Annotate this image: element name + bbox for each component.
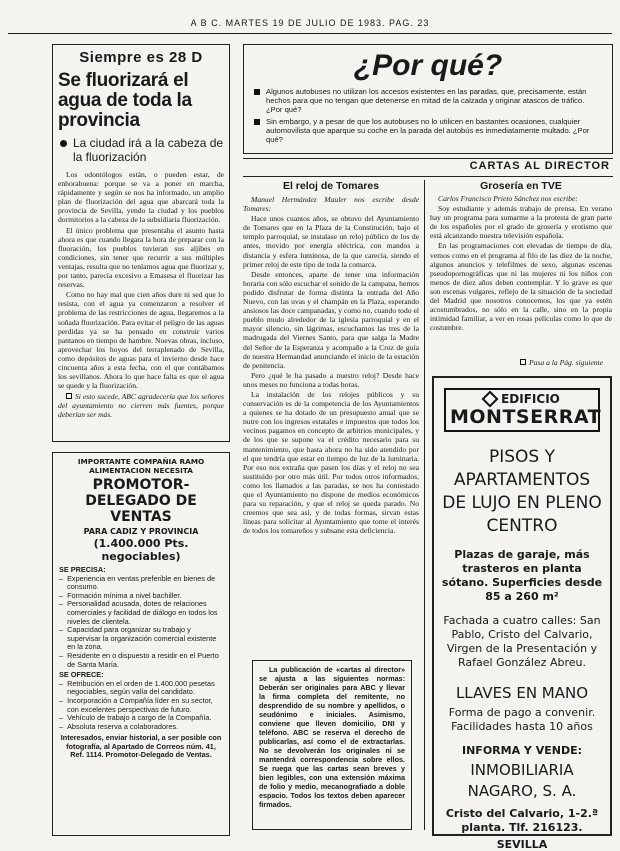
list-item: – Incorporación a Compañía líder en su sector, con excelentes perspectivas de futuro.: [59, 695, 213, 714]
montserrat-logo: [444, 388, 600, 432]
reloj-paragraph: Pero ¿qué le ha pasado a nuestro reloj? Desde hace unos meses no funciona a todas horas.: [243, 370, 419, 389]
bullet-square-icon: [254, 89, 260, 95]
ad-company: IMPORTANTE COMPAÑIA RAMO ALIMENTACION NECESITA: [77, 457, 205, 475]
header-rule: [8, 33, 612, 34]
reloj-byline: Manuel Hermández Mauler nos escribe desde Tomares:: [243, 195, 419, 214]
groseria-paragraph: Soy estudiante y además trabajo de prensa. En verano hay un programa para sumarme a la protesta de gran parte de los españoles por el grado de grosería y erotismo que está alcanzando nuestra televisión española.: [430, 204, 612, 241]
fluor-subhead: [58, 136, 224, 164]
ad-requirements: [59, 566, 223, 760]
montserrat-agency: INMOBILIARIA NAGARO, S. A.: [467, 761, 577, 800]
montserrat-ad: [432, 376, 612, 851]
page-header: A B C. MARTES 19 DE JULIO DE 1983. PAG. 23: [190, 18, 430, 28]
list-item: – Capacidad para organizar su trabajo y supervisar la organización comercial existente en la zona.: [59, 625, 217, 652]
groseria-body: [430, 204, 612, 332]
montserrat-features: Plazas de garaje, más trasteros en planta sótano. Superficies desde 85 a 260 m²: [441, 548, 603, 603]
por-que-title: ¿Por qué?: [353, 49, 503, 82]
montserrat-address: Cristo del Calvario, 1-2.ª planta. Tlf. 216123.: [445, 807, 599, 834]
por-que-item: [254, 87, 602, 114]
groseria-byline: Carlos Francisco Prieto Sánchez nos escribe:: [438, 194, 578, 203]
fluor-article: [52, 44, 230, 442]
list-item: – Residente en o dispuesto a residir en el Puerto de Santa María.: [59, 650, 219, 669]
bullet-square-icon: [254, 119, 260, 125]
ad-offers-label: SE OFRECE:: [59, 670, 104, 680]
reloj-body: [243, 214, 419, 535]
ad-contact: Interesados, enviar historial, a ser posible con fotografía, al Apartado de Correos núm. 41, Ref. 1114. Promotor-Delegado de Ventas.: [60, 733, 222, 760]
fluor-footnote: [58, 392, 224, 419]
montserrat-info: INFORMA Y VENDE:: [462, 744, 582, 757]
cartas-title: CARTAS AL DIRECTOR: [469, 160, 610, 172]
list-item: – Experiencia en ventas preferible en bienes de consumo.: [59, 573, 216, 592]
fluor-paragraph: El único problema que presentaba el asunto hasta ahora es que cuando llegara la hora de preparar con la fluoración, los pueblos tuvieran sus aljibes en condiciones, sin tener que recurrir a sus múltiples ventajas, resulta que no teníamos agua que fluorizar y, por tanto, parecía excesivo a Emasesa el fluorizar las reservas.: [58, 225, 224, 290]
list-item: – Absoluta reserva a colaboradores.: [59, 721, 179, 731]
reloj-article: [243, 180, 419, 660]
reloj-paragraph: Desde entonces, aparte de tener una información horaria con sólo escuchar el sonido de la campana, hemos podido disfrutar de forma distinta la entrada del Año Nuevo, con las uvas y el champán en la Plaza, esperando ansiosos las doce campanadas, y como no, cuando todo el pueblo mudo alrededor de la iglesia parroquial y en el mayor silencio, sin lágrimas, escuchamos las tres de la madrugada del Viernes Santo, para que salga la Madre del Señor de la Esperanza y acompañe a la Cruz de guía de nuestra Hermandad anunciando el inicio de la estación de penitencia.: [243, 269, 419, 370]
logo-diamond-icon: [482, 391, 499, 408]
fluor-headline: Se fluorizará el agua de toda la provincia: [58, 70, 192, 131]
checkbox-icon: [66, 393, 72, 399]
fluor-subhead-text: La ciudad irá a la cabeza de la fluorización: [73, 136, 224, 164]
list-item: – Personalidad acusada, dotes de relaciones comerciales y facilidad de diálogo en todos los niveles de clientela.: [59, 599, 218, 626]
groseria-article: [430, 180, 612, 356]
bullet-icon: [60, 140, 67, 147]
ad-requires-label: SE PRECISA:: [59, 565, 106, 574]
montserrat-payment: Forma de pago a convenir. Facilidades hasta 10 años: [448, 706, 596, 733]
checkbox-icon: [520, 359, 526, 365]
montserrat-city: SEVILLA: [496, 838, 548, 851]
montserrat-location: Fachada a cuatro calles: San Pablo, Cristo del Calvario, Virgen de la Presentación y Rafael González Abreu.: [443, 614, 601, 669]
por-que-box: [243, 44, 613, 154]
column-divider: [424, 180, 425, 830]
logo-top: EDIFICIO: [501, 392, 560, 406]
reloj-paragraph: Hace unos cuantos años, se obtuvo del Ayuntamiento de Tomares que en la Plaza de la Constitución, bajo el templo parroquial, se instalase un reloj público de los de antes, movido por energía eléctrica, con mandos a distancia y esfera luminosa, de la que carecía, siendo el primer reloj de este tipo de toda la comarca.: [243, 214, 419, 269]
logo-name: MONTSERRAT: [450, 406, 602, 428]
cartas-norms-text: La publicación de «cartas al director» se ajusta a las siguientes normas: Deberán ser originales para ABC y llevar la firma completa del remitente, no desprendido de su nombre y apellidos, o seudónimo e iniciales. Asimismo, conviene que lleven domicilio, DNI y teléfono. ABC se reserva el derecho de publicarlas, así como el de extractarlas. No se devolverán los originales ni se mantendrá correspondencia sobre ellos. Se ruega que las cartas sean breves y bien legibles, con una extensión máxima de folio y medio, mecanografiado a doble espacio. Todos los textos deben aparecer firmados.: [259, 665, 405, 809]
ad-area: PARA CADIZ Y PROVINCIA: [83, 527, 199, 536]
fluor-paragraph: Los odontólogos están, o pueden estar, de enhorabuena: porque se va a poner en marcha, rápidamente y según se nos ha informado, un amplio plan de fluorización del agua que abarcará toda la provincia de Sevilla, yendo la ciudad y los pueblos dormitorios a la cabeza de la subsidiaria fluorización.: [58, 170, 224, 225]
fluor-footnote-text: Si esto sucede, ABC agradecería que los señores del ayuntamiento no cierren más fuentes, porque deberían ser más.: [58, 392, 224, 420]
groseria-paragraph: En las programaciones con elevadas de tiempo de día, vemos como en el programa al filo de las diez de la noche, algunos anuncios y telefilmes de sexo, algunas escenas pseudopornográficas que ni las mujeres ni los niños con menos de diez años deben contemplar. Y lo grave es que son escenas vulgares, reflejo de la situación de la sociedad del Madrid que nosotros conocemos, los que ya estén acostumbrados, no sólo en la calle, sino en la propia intimidad familiar, a ver en rosas películas como lo que de costumbre.: [430, 241, 612, 333]
groseria-title: Grosería en TVE: [480, 180, 562, 192]
reloj-title: El reloj de Tomares: [282, 180, 380, 192]
groseria-continues-text: Pasa a la Pág. siguiente: [529, 358, 604, 367]
montserrat-keys: LLAVES EN MANO: [455, 684, 589, 702]
por-que-item-text: Algunos autobuses no utilizan los accesos existentes en las paradas, que, precisamente, están hechos para que no tengan que detenerse en mitad de la calzada y originar atascos de tráfico. ¿Por qué?: [266, 87, 587, 114]
list-item: – Vehículo de trabajo a cargo de la Compañía.: [59, 713, 212, 723]
ad-salary: (1.400.000 Pts. negociables): [93, 537, 189, 563]
fluor-body: [58, 170, 224, 390]
list-item: – Formación mínima a nivel bachiller.: [59, 590, 182, 600]
cartas-norms-box: [252, 660, 412, 830]
por-que-item: [254, 117, 602, 144]
cartas-underline: [243, 176, 613, 177]
montserrat-headline: PISOS Y APARTAMENTOS DE LUJO EN PLENO CENTRO: [442, 447, 602, 536]
reloj-paragraph: La instalación de los relojes públicos y su conservación es de la competencia de los Ayuntamientos a quienes se ha dotado de un presupuesto anual que se nutre con los ingresos estatales e impuestos que todos los vecinos pagamos en concepto de arbitrios municipales, y de los que se supone va el crédito necesario para su mantenimiento, que hasta ahora no ha sido atendido por el que tendría que estar en tiempo de luz de la luminaria. Por eso nos extraña que pasen los días y el reloj no sea sustituido por otro más útil. Por todos otros informados, como los llamados a las paradas, se nos ha contestado que el Ayuntamiento no dispone de medios económicos para su reparación, y que el reloj se queda parado. No creemos que sea así, y de todas formas, sirvan estas líneas para solicitar al Ayuntamiento que tome el interés de todos los tomareños y subsane esta deficiencia.: [243, 389, 419, 536]
por-que-item-text: Sin embargo, y a pesar de que los autobuses no lo utilicen en bastantes ocasiones, cualquier automovilista que aparque su coche en la parada del autobús es inmediatamente multado. ¿Por qué?: [266, 117, 590, 144]
groseria-continues: [520, 358, 612, 367]
promotor-ad: [52, 452, 230, 836]
list-item: – Retribución en el orden de 1.400.000 pesetas negociables, según valía del candidato.: [59, 678, 215, 697]
cartas-rule: [243, 158, 613, 159]
fluor-paragraph: Como no hay mal que cien años dure ni sed que lo resista, con el agua ya comenzaron a resolver el problema de las restricciones de agua, llegaremos a la soñada fluorización. Para evitar el peligro de las aguas perdidas ya se ha pensado en construir varios pantanos en tiempo de hambre. Nuevas obras, incluso, aprovechar los hoyos del terraplenado de Sevilla, como depósitos de aguas para el invierno desde hace cincuenta años a esta fecha, con el que contábamos los sevillanos. Ahora lo que hace falta es que el agua se quede y la fluorización.: [58, 290, 224, 391]
ad-title: PROMOTOR-DELEGADO DE VENTAS: [85, 477, 197, 525]
fluor-kicker: Siempre es 28 D: [79, 49, 203, 66]
